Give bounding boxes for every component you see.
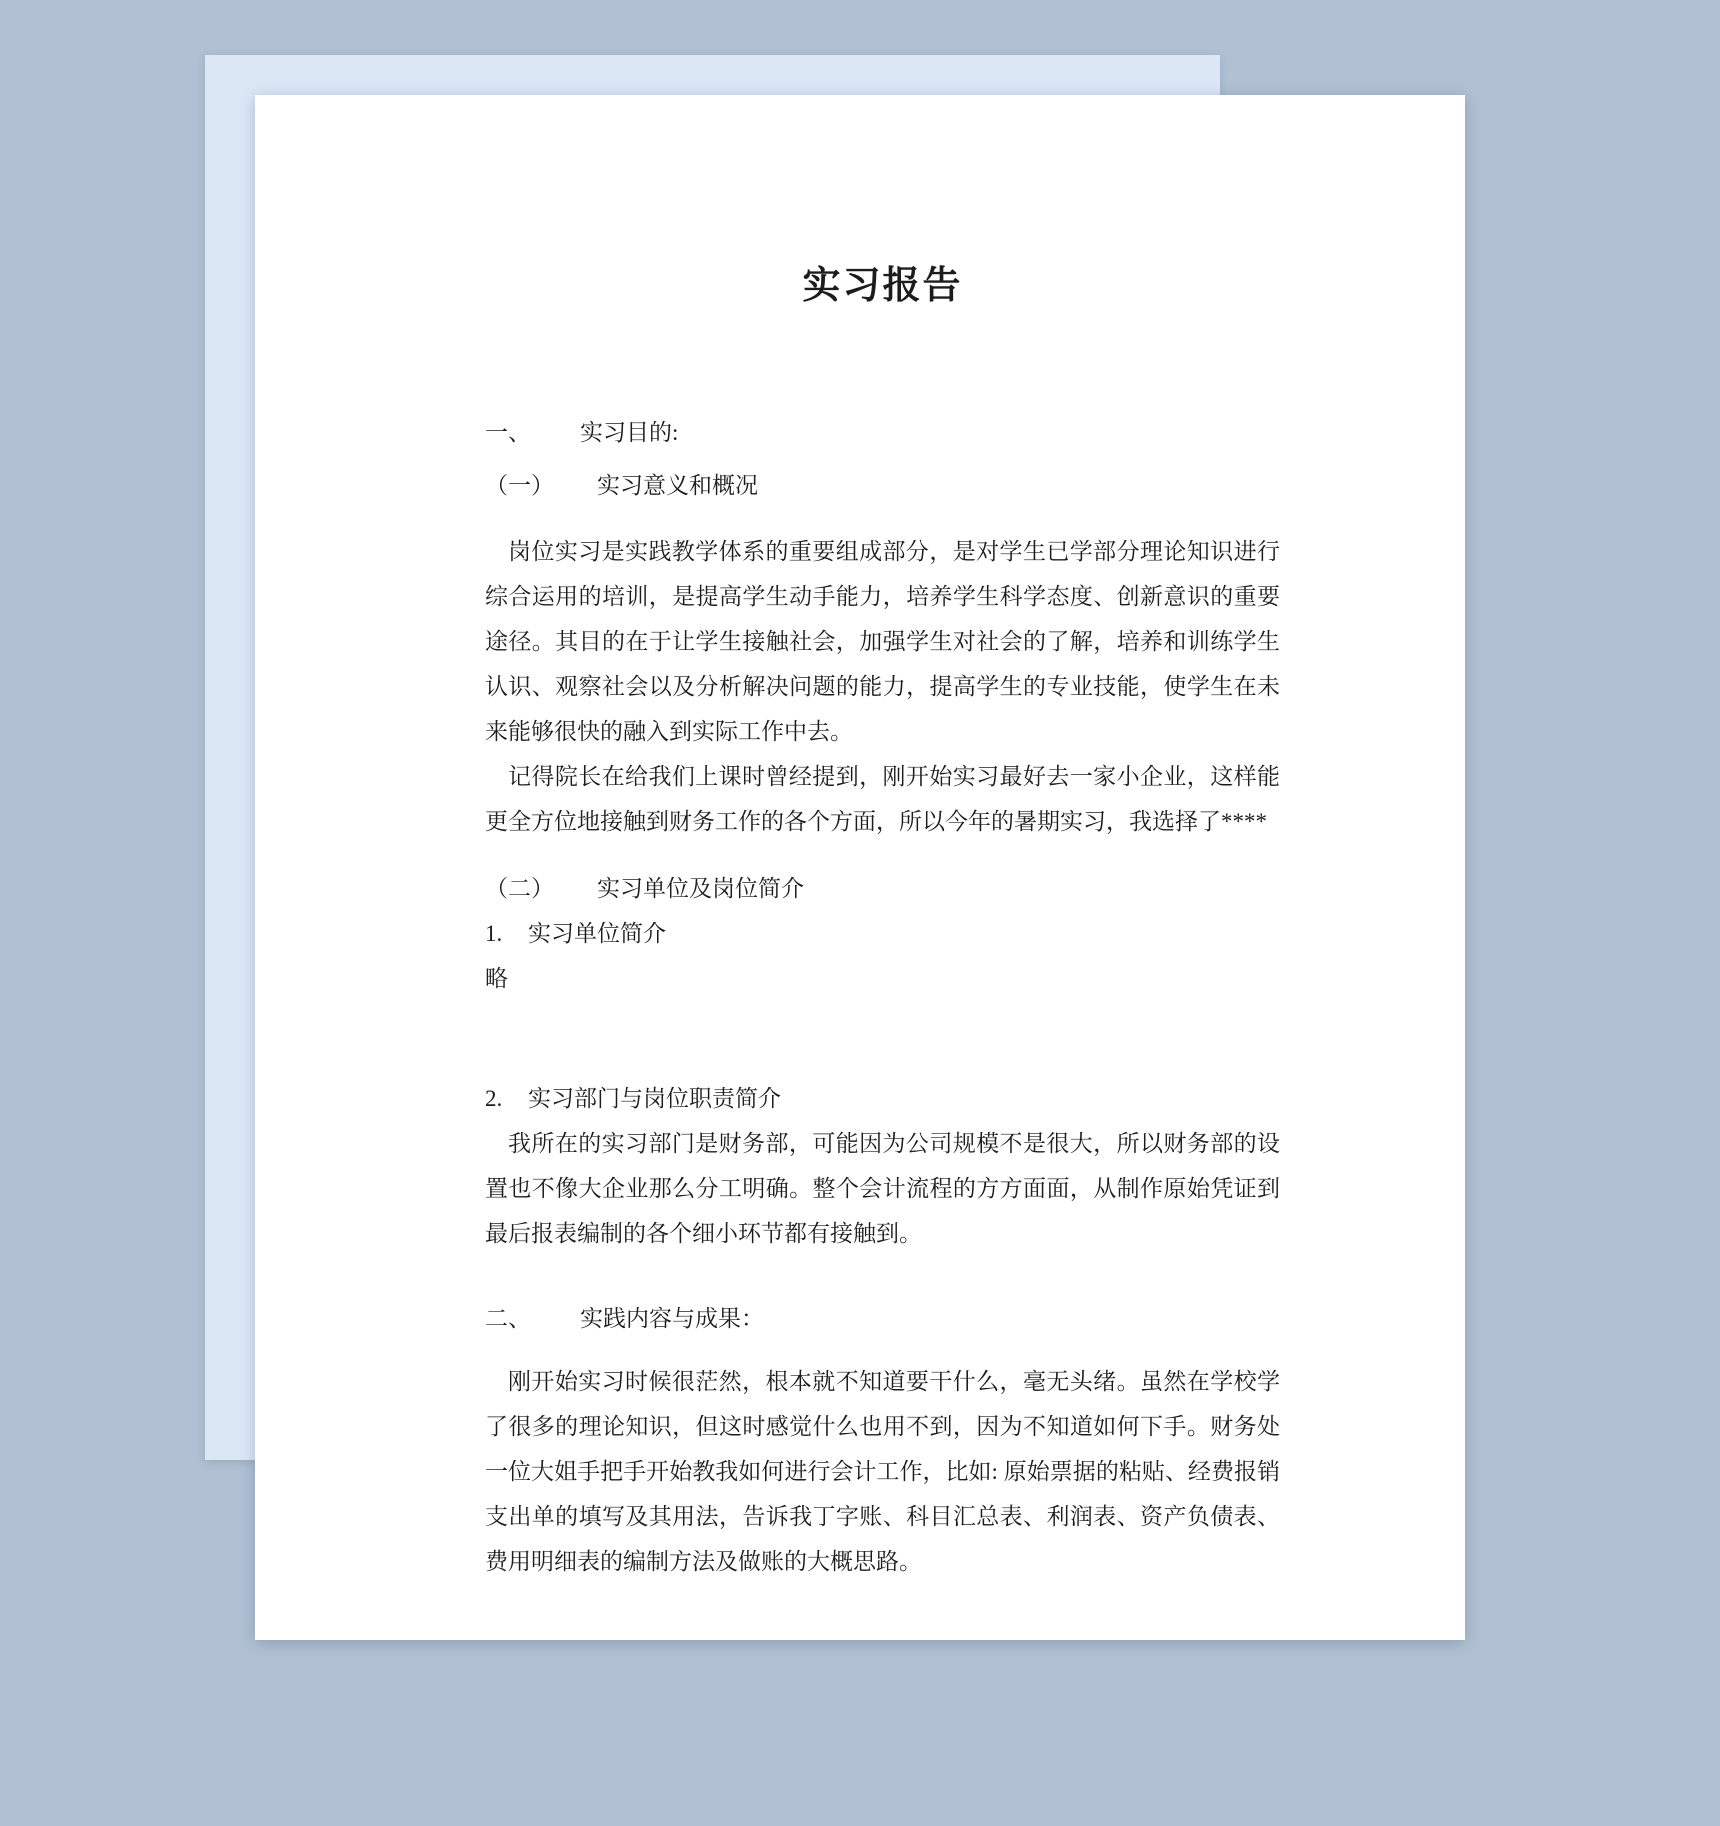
paragraph-omitted: 略 xyxy=(485,966,508,991)
paragraph-practice-content: 刚开始实习时候很茫然，根本就不知道要干什么，毫无头绪。虽然在学校学了很多的理论知识，但这时感觉什么也用不到，因为不知道如何下手。财务处一位大姐手把手开始教我如何进行会计工作，比如: 原始票据的粘贴、经费报销支出单的填写及其用法，告诉我丁字账、科目汇总表、利润表、资产负债表、费用明细表的编制方法及做账的大概思路。 xyxy=(485,1369,1280,1574)
list-item-number: 2. xyxy=(485,1086,503,1111)
subsection-heading-2 xyxy=(485,866,1280,911)
section-title: 实践内容与成果： xyxy=(580,1306,764,1331)
section-number: 一、 xyxy=(485,420,531,445)
section-title: 实习目的: xyxy=(580,420,679,445)
section-heading-1 xyxy=(485,410,1280,455)
subsection-number: （二） xyxy=(485,876,554,901)
subsection-heading-1 xyxy=(485,463,1280,508)
subsection-title: 实习意义和概况 xyxy=(597,473,758,498)
list-item-number: 1. xyxy=(485,921,503,946)
list-item-label: 实习部门与岗位职责简介 xyxy=(528,1086,781,1111)
paragraph-dean-advice: 记得院长在给我们上课时曾经提到，刚开始实习最好去一家小企业，这样能更全方位地接触到财务工作的各个方面，所以今年的暑期实习，我选择了**** xyxy=(485,764,1280,834)
list-item-label: 实习单位简介 xyxy=(528,921,666,946)
subsection-title: 实习单位及岗位简介 xyxy=(597,876,804,901)
list-item-unit-intro xyxy=(485,911,1280,956)
paragraph-department-description: 我所在的实习部门是财务部，可能因为公司规模不是很大，所以财务部的设置也不像大企业那么分工明确。整个会计流程的方方面面，从制作原始凭证到最后报表编制的各个细小环节都有接触到。 xyxy=(485,1131,1280,1246)
subsection-number: （一） xyxy=(485,473,554,498)
section-heading-2 xyxy=(485,1296,1280,1341)
paragraph-internship-meaning: 岗位实习是实践教学体系的重要组成部分，是对学生已学部分理论知识进行综合运用的培训，是提高学生动手能力，培养学生科学态度、创新意识的重要途径。其目的在于让学生接触社会，加强学生对社会的了解，培养和训练学生认识、观察社会以及分析解决问题的能力，提高学生的专业技能，使学生在未来能够很快的融入到实际工作中去。 xyxy=(485,539,1280,744)
section-number: 二、 xyxy=(485,1306,531,1331)
document-page xyxy=(255,95,1465,1640)
document-title: 实习报告 xyxy=(802,265,963,307)
list-item-department-intro xyxy=(485,1076,1280,1121)
